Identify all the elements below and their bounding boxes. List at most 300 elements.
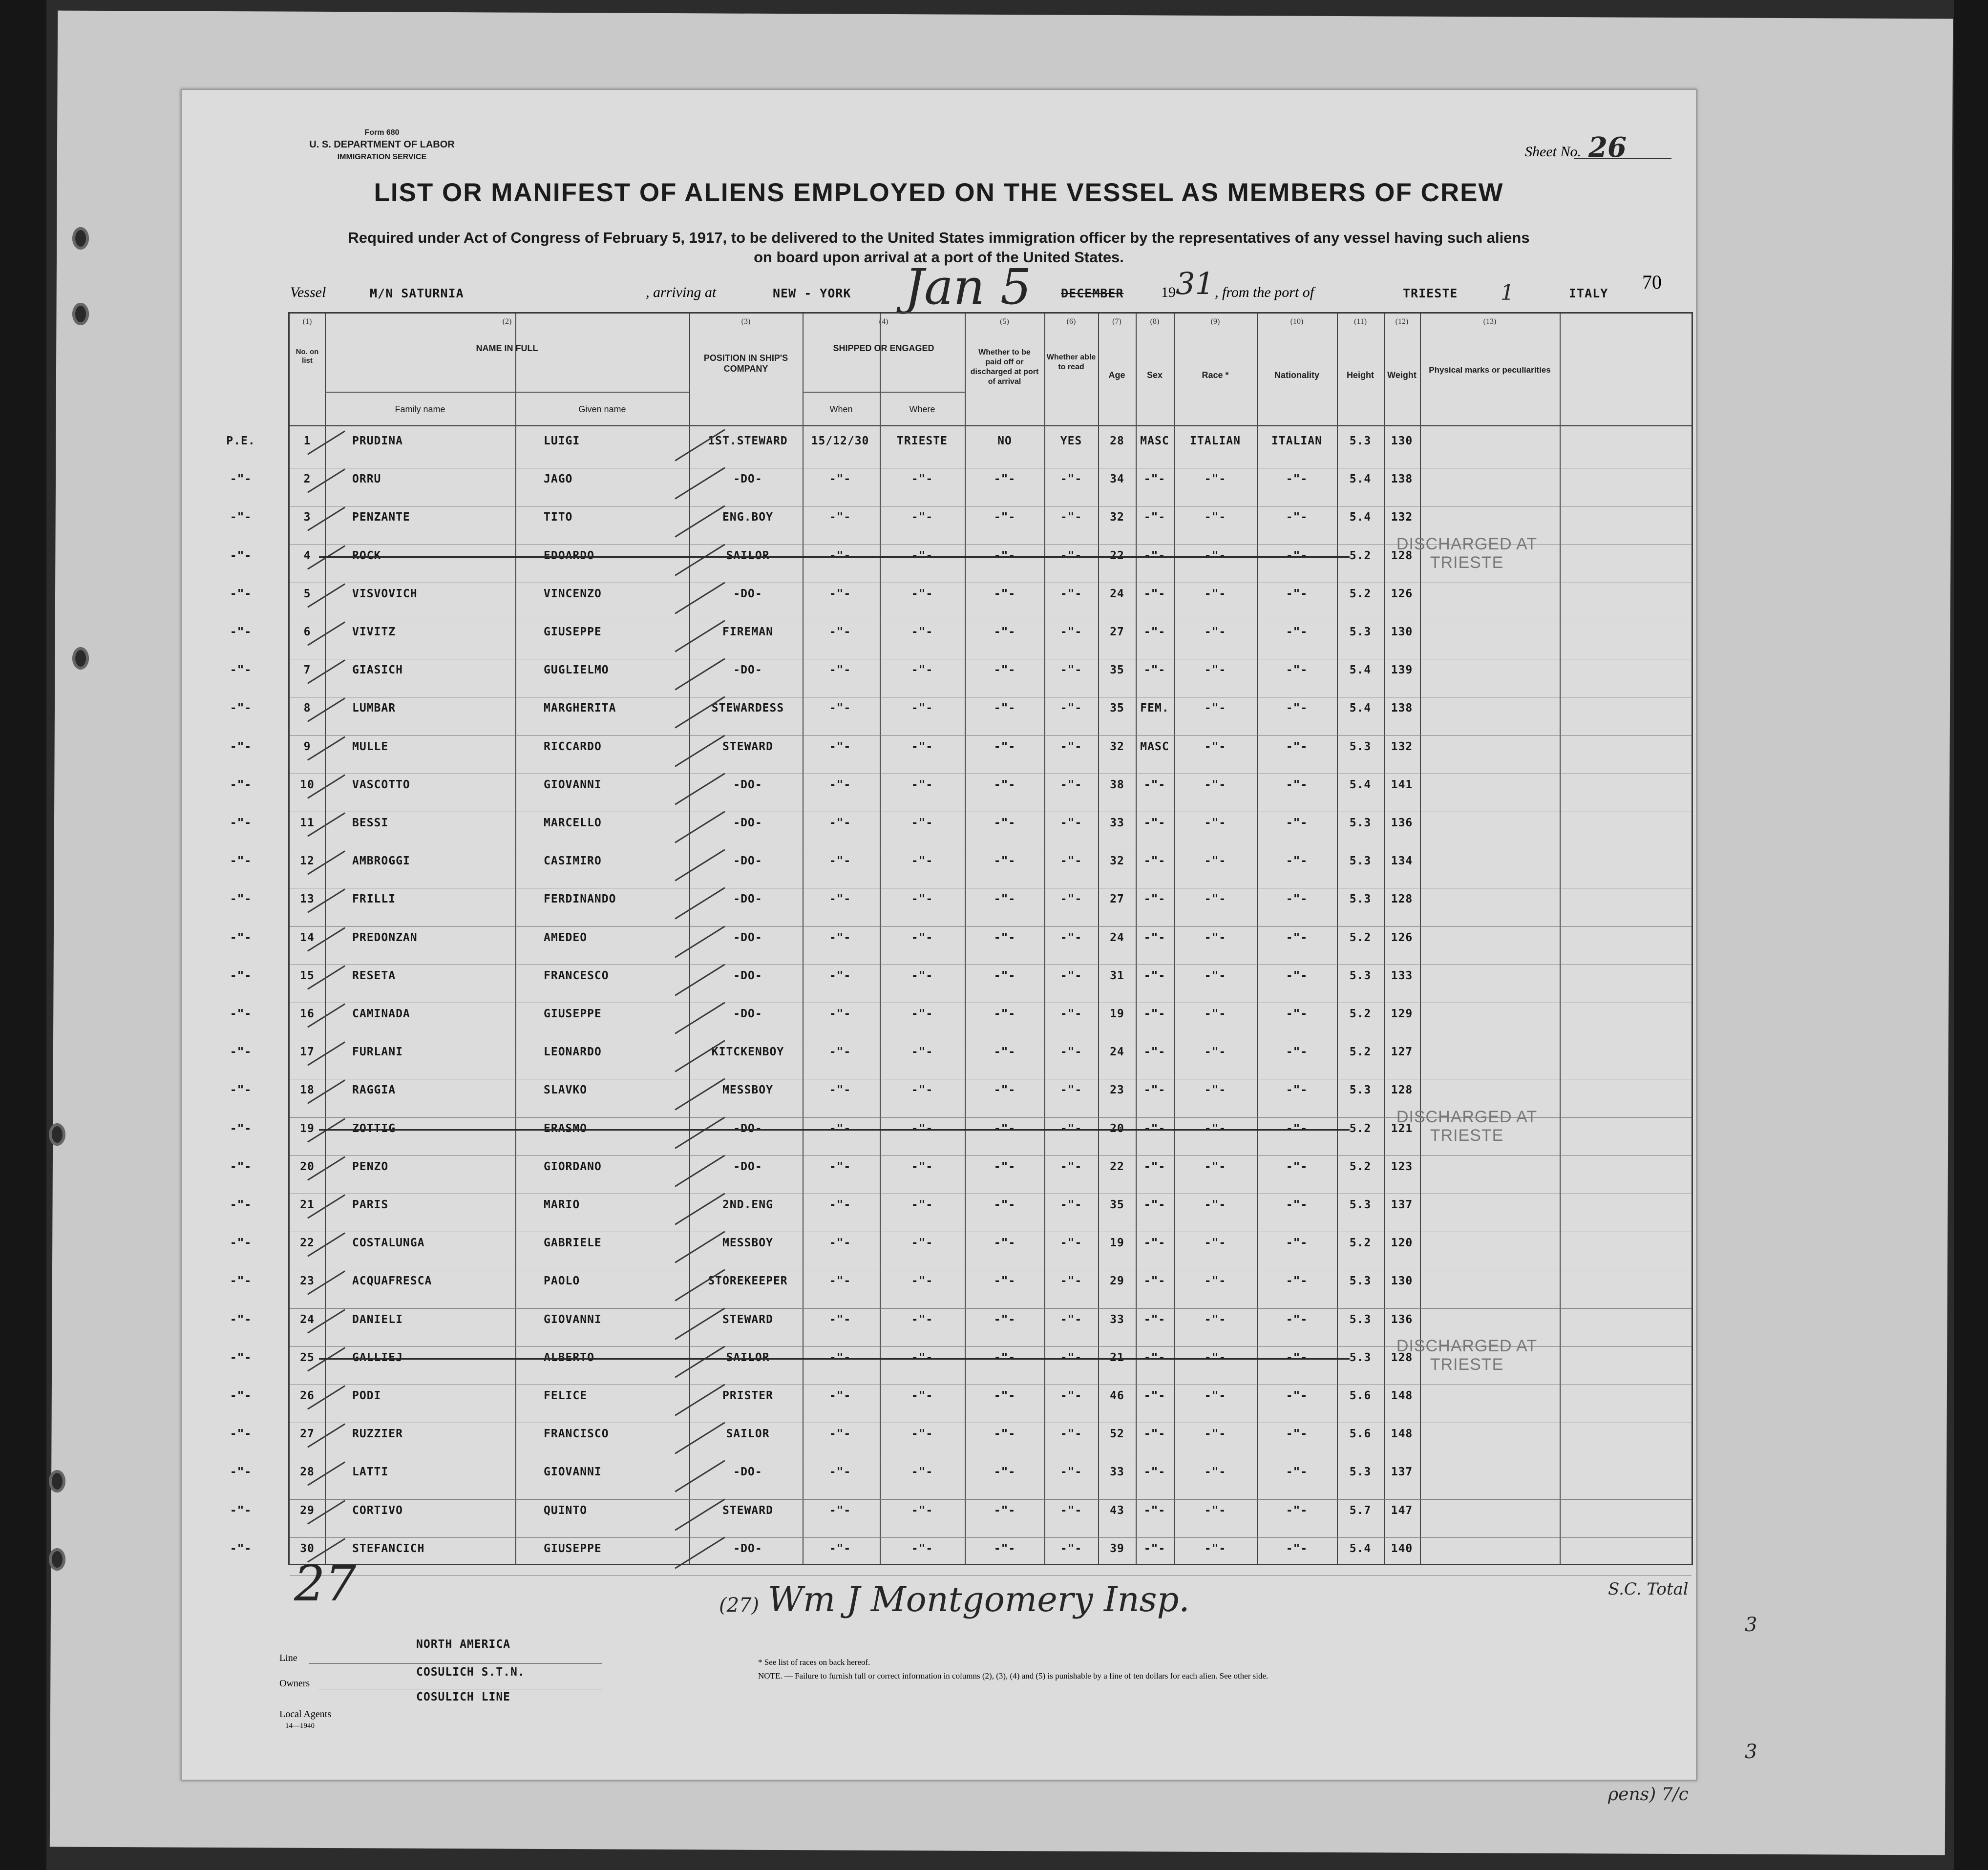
- cell-where: -"-: [911, 817, 933, 829]
- family-name-label: Family name: [395, 404, 445, 414]
- cell-no: 26: [300, 1389, 315, 1402]
- service: IMMIGRATION SERVICE: [337, 153, 427, 161]
- row-margin-mark: -"-: [230, 1198, 252, 1211]
- cell-nationality: -"-: [1286, 549, 1308, 562]
- cell-nationality: -"-: [1286, 1122, 1308, 1135]
- row-margin-mark: -"-: [230, 473, 252, 486]
- cell-discharged: -"-: [994, 1122, 1016, 1135]
- subheader-rule: [325, 392, 689, 393]
- vessel-label: Vessel: [290, 284, 326, 300]
- col6-number: (6): [1066, 317, 1076, 326]
- cell-read: -"-: [1060, 1275, 1082, 1288]
- cell-nationality: -"-: [1286, 664, 1308, 677]
- cell-given: LEONARDO: [544, 1046, 602, 1059]
- cell-age: 24: [1110, 931, 1124, 944]
- cell-no: 28: [300, 1466, 315, 1479]
- cell-weight: 130: [1391, 626, 1413, 638]
- cell-age: 28: [1110, 435, 1124, 447]
- cell-no: 6: [303, 626, 311, 638]
- row-rule: [290, 1308, 1692, 1309]
- cell-read: -"-: [1060, 1237, 1082, 1250]
- cell-race: -"-: [1204, 1122, 1227, 1135]
- stamp-line-2: TRIESTE: [1430, 553, 1504, 572]
- col4-number: (4): [879, 317, 888, 326]
- cell-when: -"-: [829, 626, 851, 638]
- cell-height: 5.3: [1349, 1313, 1372, 1326]
- cell-read: -"-: [1060, 931, 1082, 944]
- cell-race: -"-: [1204, 702, 1227, 715]
- agents-value: COSULICH LINE: [416, 1691, 511, 1703]
- punch-hole: [72, 227, 89, 250]
- agents-label: Local Agents: [279, 1709, 332, 1720]
- strike-through-line: [319, 556, 1350, 558]
- row-rule: [290, 735, 1692, 736]
- cell-sex: -"-: [1143, 664, 1166, 677]
- cell-where: -"-: [911, 1046, 933, 1059]
- cell-race: -"-: [1204, 1466, 1227, 1479]
- cell-given: QUINTO: [544, 1504, 588, 1517]
- cell-age: 35: [1110, 702, 1124, 715]
- cell-given: FERDINANDO: [544, 893, 616, 906]
- cell-where: -"-: [911, 1084, 933, 1097]
- cell-read: -"-: [1060, 1504, 1082, 1517]
- cell-when: -"-: [829, 587, 851, 600]
- cell-family: MULLE: [352, 740, 389, 753]
- cell-weight: 129: [1391, 1008, 1413, 1020]
- cell-height: 5.2: [1349, 587, 1372, 600]
- cell-race: -"-: [1204, 1237, 1227, 1250]
- cell-age: 21: [1110, 1351, 1124, 1364]
- cell-weight: 132: [1391, 740, 1413, 753]
- row-margin-mark: -"-: [230, 1428, 252, 1441]
- cell-nationality: -"-: [1286, 1275, 1308, 1288]
- cell-weight: 132: [1391, 511, 1413, 524]
- cell-nationality: -"-: [1286, 587, 1308, 600]
- inspector-signature: Wm J Montgomery Insp.: [768, 1579, 1190, 1619]
- cell-when: -"-: [829, 1046, 851, 1059]
- col3-number: (3): [741, 317, 751, 326]
- row-margin-mark: -"-: [230, 549, 252, 562]
- cell-height: 5.3: [1349, 740, 1372, 753]
- cell-read: -"-: [1060, 473, 1082, 486]
- cell-no: 25: [300, 1351, 315, 1364]
- punch-hole: [72, 303, 89, 325]
- cell-when: -"-: [829, 740, 851, 753]
- cell-given: MARIO: [544, 1198, 580, 1211]
- cell-family: RUZZIER: [352, 1428, 403, 1441]
- cell-where: -"-: [911, 702, 933, 715]
- cell-nationality: -"-: [1286, 1008, 1308, 1020]
- row-margin-mark: -"-: [230, 1008, 252, 1020]
- cell-weight: 130: [1391, 1275, 1413, 1288]
- cell-given: VINCENZO: [544, 587, 602, 600]
- cell-age: 27: [1110, 626, 1124, 638]
- cell-family: CAMINADA: [352, 1008, 410, 1020]
- row-margin-mark: -"-: [230, 511, 252, 524]
- cell-nationality: -"-: [1286, 893, 1308, 906]
- cell-position: STOREKEEPER: [708, 1275, 788, 1288]
- cell-sex: -"-: [1143, 626, 1166, 638]
- cell-read: -"-: [1060, 778, 1082, 791]
- cell-age: 39: [1110, 1542, 1124, 1555]
- cell-position: -DO-: [733, 587, 762, 600]
- cell-no: 29: [300, 1504, 315, 1517]
- cell-where: -"-: [911, 1351, 933, 1364]
- cell-position: STEWARDESS: [711, 702, 784, 715]
- cell-discharged: -"-: [994, 1466, 1016, 1479]
- cell-no: 3: [303, 511, 311, 524]
- col6-label: Whether able to read: [1046, 353, 1096, 371]
- cell-family: GIASICH: [352, 664, 403, 677]
- cell-read: -"-: [1060, 664, 1082, 677]
- cell-family: PRUDINA: [352, 435, 403, 447]
- cell-height: 5.2: [1349, 1160, 1372, 1173]
- cell-sex: -"-: [1143, 587, 1166, 600]
- cell-given: GIUSEPPE: [544, 626, 602, 638]
- crew-table: [226, 312, 1693, 1565]
- cell-height: 5.4: [1349, 702, 1372, 715]
- cell-where: -"-: [911, 1389, 933, 1402]
- cell-read: -"-: [1060, 1428, 1082, 1441]
- cell-where: -"-: [911, 587, 933, 600]
- cell-sex: -"-: [1143, 1428, 1166, 1441]
- row-margin-mark: -"-: [230, 1084, 252, 1097]
- cell-when: -"-: [829, 1160, 851, 1173]
- cell-sex: -"-: [1143, 1389, 1166, 1402]
- cell-sex: -"-: [1143, 1084, 1166, 1097]
- arrival-month-struck: DECEMBER: [1061, 286, 1124, 300]
- cell-no: 17: [300, 1046, 315, 1059]
- cell-family: PODI: [352, 1389, 381, 1402]
- strike-through-line: [319, 1129, 1350, 1131]
- cell-position: -DO-: [733, 893, 762, 906]
- cell-height: 5.3: [1349, 1466, 1372, 1479]
- cell-position: -DO-: [733, 817, 762, 829]
- cell-given: ERASMO: [544, 1122, 588, 1135]
- cell-when: -"-: [829, 1504, 851, 1517]
- cell-no: 14: [300, 931, 315, 944]
- cell-no: 1: [303, 435, 311, 447]
- cell-discharged: -"-: [994, 1084, 1016, 1097]
- cell-weight: 133: [1391, 969, 1413, 982]
- signature-total: 27: [294, 1555, 357, 1612]
- cell-when: -"-: [829, 1122, 851, 1135]
- cell-age: 29: [1110, 1275, 1124, 1288]
- cell-no: 18: [300, 1084, 315, 1097]
- cell-no: 2: [303, 473, 311, 486]
- cell-discharged: -"-: [994, 893, 1016, 906]
- form-header: [265, 126, 499, 163]
- cell-height: 5.2: [1349, 1122, 1372, 1135]
- cell-position: STEWARD: [722, 1313, 773, 1326]
- cell-position: -DO-: [733, 473, 762, 486]
- cell-discharged: -"-: [994, 511, 1016, 524]
- cell-when: -"-: [829, 1542, 851, 1555]
- cell-race: -"-: [1204, 855, 1227, 868]
- cell-height: 5.3: [1349, 1351, 1372, 1364]
- cell-height: 5.2: [1349, 1046, 1372, 1059]
- cell-position: STEWARD: [722, 740, 773, 753]
- cell-where: -"-: [911, 740, 933, 753]
- cell-where: -"-: [911, 1008, 933, 1020]
- cell-no: 23: [300, 1275, 315, 1288]
- cell-height: 5.4: [1349, 511, 1372, 524]
- cell-discharged: -"-: [994, 1428, 1016, 1441]
- cell-weight: 127: [1391, 1046, 1413, 1059]
- given-name-label: Given name: [578, 404, 626, 414]
- cell-race: -"-: [1204, 626, 1227, 638]
- cell-sex: -"-: [1143, 1351, 1166, 1364]
- cell-family: ROCK: [352, 549, 381, 562]
- cell-family: PARIS: [352, 1198, 389, 1211]
- col8-label: Sex: [1146, 370, 1163, 380]
- cell-weight: 138: [1391, 473, 1413, 486]
- cell-nationality: -"-: [1286, 1160, 1308, 1173]
- cell-when: -"-: [829, 1389, 851, 1402]
- cell-read: -"-: [1060, 1351, 1082, 1364]
- cell-age: 52: [1110, 1428, 1124, 1441]
- cell-height: 5.3: [1349, 435, 1372, 447]
- cell-age: 24: [1110, 587, 1124, 600]
- col10-label: Nationality: [1274, 370, 1319, 380]
- col12-label: Weight: [1387, 370, 1417, 380]
- cell-where: -"-: [911, 1504, 933, 1517]
- cell-discharged: -"-: [994, 664, 1016, 677]
- cell-no: 22: [300, 1237, 315, 1250]
- cell-height: 5.7: [1349, 1504, 1372, 1517]
- cell-family: VIVITZ: [352, 626, 396, 638]
- cell-discharged: -"-: [994, 778, 1016, 791]
- row-margin-mark: -"-: [230, 969, 252, 982]
- cell-position: 2ND.ENG: [722, 1198, 773, 1211]
- cell-height: 5.6: [1349, 1428, 1372, 1441]
- sheet-number: 26: [1588, 131, 1627, 164]
- cell-position: -DO-: [733, 1008, 762, 1020]
- row-margin-mark: -"-: [230, 1542, 252, 1555]
- cell-discharged: -"-: [994, 1237, 1016, 1250]
- sheet-label: Sheet No.: [1525, 144, 1581, 160]
- cell-when: -"-: [829, 778, 851, 791]
- cell-when: -"-: [829, 702, 851, 715]
- cell-given: AMEDEO: [544, 931, 588, 944]
- col11-number: (11): [1354, 317, 1367, 326]
- col8-number: (8): [1150, 317, 1160, 326]
- cell-sex: -"-: [1143, 778, 1166, 791]
- row-margin-mark: -"-: [230, 702, 252, 715]
- cell-family: VISVOVICH: [352, 587, 418, 600]
- cell-height: 5.2: [1349, 931, 1372, 944]
- cell-no: 7: [303, 664, 311, 677]
- cell-read: -"-: [1060, 893, 1082, 906]
- cell-age: 32: [1110, 740, 1124, 753]
- cell-where: -"-: [911, 893, 933, 906]
- cell-age: 32: [1110, 855, 1124, 868]
- cell-read: -"-: [1060, 1008, 1082, 1020]
- signature-count: (27): [719, 1594, 760, 1617]
- cell-position: -DO-: [733, 855, 762, 868]
- cell-height: 5.2: [1349, 1008, 1372, 1020]
- cell-sex: -"-: [1143, 549, 1166, 562]
- cell-race: -"-: [1204, 1160, 1227, 1173]
- cell-nationality: -"-: [1286, 1542, 1308, 1555]
- row-rule: [290, 1537, 1692, 1538]
- cell-weight: 137: [1391, 1198, 1413, 1211]
- punch-hole: [49, 1470, 65, 1492]
- cell-read: -"-: [1060, 1198, 1082, 1211]
- line-rule: [309, 1663, 602, 1664]
- margin-three-b: 3: [1745, 1741, 1757, 1763]
- cell-age: 32: [1110, 511, 1124, 524]
- penalty-note: NOTE. — Failure to furnish full or correct information in columns (2), (3), (4) and (5) is punishable by a fine of ten dollars for each alien. See other side.: [758, 1671, 1269, 1681]
- cell-position: -DO-: [733, 969, 762, 982]
- cell-height: 5.3: [1349, 1198, 1372, 1211]
- cell-where: -"-: [911, 473, 933, 486]
- cell-when: -"-: [829, 1313, 851, 1326]
- cell-when: -"-: [829, 1428, 851, 1441]
- col2-label: NAME IN FULL: [476, 343, 538, 353]
- cell-nationality: -"-: [1286, 1351, 1308, 1364]
- col3-label: POSITION IN SHIP'S COMPANY: [703, 353, 788, 374]
- cell-weight: 136: [1391, 1313, 1413, 1326]
- col7-number: (7): [1112, 317, 1121, 326]
- cell-race: -"-: [1204, 969, 1227, 982]
- cell-given: TITO: [544, 511, 573, 524]
- cell-age: 19: [1110, 1237, 1124, 1250]
- where-label: Where: [909, 404, 935, 414]
- cell-discharged: -"-: [994, 587, 1016, 600]
- cell-race: -"-: [1204, 1008, 1227, 1020]
- cell-weight: 120: [1391, 1237, 1413, 1250]
- cell-position: KITCKENBOY: [711, 1046, 784, 1059]
- tick-mark: 1: [1501, 280, 1514, 305]
- discharged-stamp: [1379, 535, 1555, 572]
- cell-height: 5.6: [1349, 1389, 1372, 1402]
- cell-given: GIUSEPPE: [544, 1008, 602, 1020]
- cell-where: TRIESTE: [897, 435, 948, 447]
- cell-nationality: -"-: [1286, 1428, 1308, 1441]
- cell-weight: 141: [1391, 778, 1413, 791]
- cell-race: -"-: [1204, 1542, 1227, 1555]
- cell-age: 43: [1110, 1504, 1124, 1517]
- cell-height: 5.2: [1349, 549, 1372, 562]
- column-rule: [515, 314, 516, 1564]
- cell-given: MARGHERITA: [544, 702, 616, 715]
- cell-given: GIORDANO: [544, 1160, 602, 1173]
- cell-height: 5.2: [1349, 1237, 1372, 1250]
- cell-no: 19: [300, 1122, 315, 1135]
- cell-read: -"-: [1060, 1466, 1082, 1479]
- cell-family: BESSI: [352, 817, 389, 829]
- cell-weight: 147: [1391, 1504, 1413, 1517]
- cell-sex: -"-: [1143, 1466, 1166, 1479]
- col9-label: Race *: [1202, 370, 1229, 380]
- cell-position: MESSBOY: [722, 1237, 773, 1250]
- col11-label: Height: [1347, 370, 1374, 380]
- cell-read: -"-: [1060, 740, 1082, 753]
- document-title: LIST OR MANIFEST OF ALIENS EMPLOYED ON THE VESSEL AS MEMBERS OF CREW: [374, 178, 1504, 207]
- cell-read: -"-: [1060, 1084, 1082, 1097]
- cell-race: -"-: [1204, 1389, 1227, 1402]
- from-port: TRIESTE: [1403, 286, 1458, 300]
- cell-read: -"-: [1060, 511, 1082, 524]
- cell-discharged: NO: [997, 435, 1012, 447]
- cell-age: 24: [1110, 1046, 1124, 1059]
- cell-height: 5.3: [1349, 817, 1372, 829]
- cell-given: RICCARDO: [544, 740, 602, 753]
- row-margin-mark: -"-: [230, 1351, 252, 1364]
- cell-discharged: -"-: [994, 1275, 1016, 1288]
- col9-number: (9): [1210, 317, 1220, 326]
- cell-where: -"-: [911, 1466, 933, 1479]
- cell-given: PAOLO: [544, 1275, 580, 1288]
- cell-given: FELICE: [544, 1389, 588, 1402]
- cell-weight: 126: [1391, 931, 1413, 944]
- cell-no: 16: [300, 1008, 315, 1020]
- cell-read: -"-: [1060, 1313, 1082, 1326]
- cell-position: -DO-: [733, 1160, 762, 1173]
- cell-height: 5.3: [1349, 855, 1372, 868]
- cell-position: -DO-: [733, 1542, 762, 1555]
- stamp-line-2: TRIESTE: [1430, 1355, 1504, 1374]
- cell-discharged: -"-: [994, 1313, 1016, 1326]
- cell-family: PENZANTE: [352, 511, 410, 524]
- cell-where: -"-: [911, 969, 933, 982]
- cell-nationality: -"-: [1286, 1237, 1308, 1250]
- cell-given: GIUSEPPE: [544, 1542, 602, 1555]
- cell-sex: -"-: [1143, 893, 1166, 906]
- cell-where: -"-: [911, 1313, 933, 1326]
- row-rule: [290, 926, 1692, 927]
- form-number: Form 680: [364, 128, 400, 137]
- cell-weight: 128: [1391, 893, 1413, 906]
- cell-no: 5: [303, 587, 311, 600]
- cell-height: 5.4: [1349, 664, 1372, 677]
- row-margin-mark: -"-: [230, 626, 252, 638]
- cell-family: FRILLI: [352, 893, 396, 906]
- cell-race: -"-: [1204, 511, 1227, 524]
- cell-race: -"-: [1204, 1084, 1227, 1097]
- cell-family: STEFANCICH: [352, 1542, 425, 1555]
- row-margin-mark: -"-: [230, 817, 252, 829]
- cell-when: -"-: [829, 1466, 851, 1479]
- cell-sex: MASC: [1140, 435, 1169, 447]
- cell-race: -"-: [1204, 817, 1227, 829]
- cell-position: -DO-: [733, 778, 762, 791]
- row-margin-mark: -"-: [230, 587, 252, 600]
- cell-family: PENZO: [352, 1160, 389, 1173]
- cell-nationality: -"-: [1286, 740, 1308, 753]
- cell-race: -"-: [1204, 740, 1227, 753]
- cell-sex: -"-: [1143, 511, 1166, 524]
- manifest-sheet: [181, 89, 1757, 1805]
- cell-nationality: -"-: [1286, 1198, 1308, 1211]
- margin-three-a: 3: [1745, 1614, 1757, 1636]
- cell-given: GIOVANNI: [544, 778, 602, 791]
- cell-age: 19: [1110, 1008, 1124, 1020]
- cell-given: ALBERTO: [544, 1351, 594, 1364]
- col1-number: (1): [302, 317, 312, 326]
- cell-no: 21: [300, 1198, 315, 1211]
- cell-where: -"-: [911, 1160, 933, 1173]
- cell-weight: 148: [1391, 1389, 1413, 1402]
- cell-given: FRANCISCO: [544, 1428, 609, 1441]
- cell-position: FIREMAN: [722, 626, 773, 638]
- cell-where: -"-: [911, 1542, 933, 1555]
- from-label: , from the port of: [1215, 284, 1314, 300]
- department: U. S. DEPARTMENT OF LABOR: [309, 139, 455, 150]
- cell-weight: 123: [1391, 1160, 1413, 1173]
- cell-age: 46: [1110, 1389, 1124, 1402]
